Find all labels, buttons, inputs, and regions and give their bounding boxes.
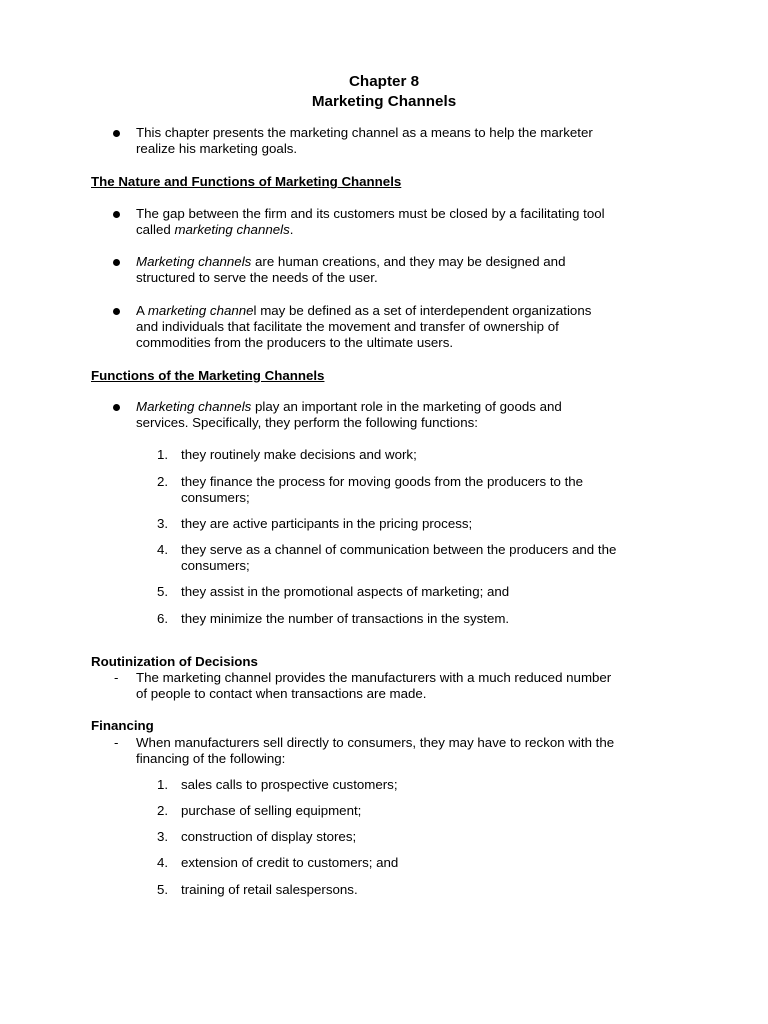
chapter-title: Marketing Channels bbox=[311, 93, 457, 110]
text-span: l may be defined as a set of interdependent organizations bbox=[253, 303, 592, 318]
list-number: 4. bbox=[157, 855, 169, 870]
italic-term: Marketing channels bbox=[136, 399, 252, 414]
text-span: A bbox=[136, 303, 148, 318]
text-span: play an important role in the marketing of goods and bbox=[251, 399, 562, 414]
list-number: 4. bbox=[157, 542, 169, 557]
bullet-icon bbox=[113, 259, 120, 266]
functions-bullet bbox=[136, 399, 696, 431]
function-item-1 bbox=[181, 447, 701, 463]
dash-marker: - bbox=[114, 735, 119, 750]
list-item-text: they minimize the number of transactions in the system. bbox=[181, 611, 510, 626]
nature-bullet-2-line-2: structured to serve the needs of the user. bbox=[136, 270, 378, 286]
list-item-text: they routinely make decisions and work; bbox=[181, 447, 417, 462]
text-span: are human creations, and they may be designed and bbox=[251, 254, 566, 269]
section-heading-nature-functions: The Nature and Functions of Marketing Channels bbox=[91, 174, 402, 189]
nature-bullet-1-line-1: The gap between the firm and its customers must be closed by a facilitating tool bbox=[136, 206, 605, 221]
list-item-text: they serve as a channel of communication between the producers and the bbox=[181, 542, 617, 557]
intro-line-2: realize his marketing goals. bbox=[136, 141, 298, 157]
list-number: 1. bbox=[157, 777, 169, 792]
bullet-icon bbox=[113, 211, 120, 218]
list-number: 2. bbox=[157, 803, 169, 818]
section-heading-routinization: Routinization of Decisions bbox=[91, 654, 258, 669]
nature-bullet-1 bbox=[136, 206, 696, 238]
function-item-4 bbox=[181, 542, 701, 574]
bullet-icon bbox=[113, 404, 120, 411]
list-item-text: they are active participants in the pricing process; bbox=[181, 516, 473, 531]
italic-term: marketing channels bbox=[174, 222, 290, 238]
financing-item-4: extension of credit to customers; and bbox=[181, 855, 399, 870]
intro-bullet-text bbox=[136, 125, 696, 157]
text-span: . bbox=[289, 222, 294, 238]
function-item-5 bbox=[181, 584, 701, 600]
routinization-line-2: of people to contact when transactions are made. bbox=[136, 686, 427, 702]
nature-bullet-1-line-2 bbox=[136, 222, 696, 238]
financing-item-2: purchase of selling equipment; bbox=[181, 803, 362, 818]
functions-bullet-line-1 bbox=[136, 399, 696, 415]
list-item-text: they finance the process for moving goods from the producers to the bbox=[181, 474, 584, 489]
function-item-3 bbox=[181, 516, 701, 532]
nature-bullet-3-line-2: and individuals that facilitate the movement and transfer of ownership of bbox=[136, 319, 559, 335]
dash-marker: - bbox=[114, 670, 119, 685]
list-number: 3. bbox=[157, 829, 169, 844]
chapter-number: Chapter 8 bbox=[348, 73, 420, 90]
financing-line-2: financing of the following: bbox=[136, 751, 286, 767]
list-number: 2. bbox=[157, 474, 169, 489]
financing-line-1: When manufacturers sell directly to consumers, they may have to reckon with the bbox=[136, 735, 615, 750]
functions-bullet-line-2: services. Specifically, they perform the following functions: bbox=[136, 415, 478, 431]
nature-bullet-3-line-3: commodities from the producers to the ultimate users. bbox=[136, 335, 454, 351]
financing-text bbox=[136, 735, 706, 767]
financing-item-5: training of retail salespersons. bbox=[181, 882, 358, 897]
italic-term: Marketing channels bbox=[136, 254, 252, 269]
financing-item-3: construction of display stores; bbox=[181, 829, 357, 844]
list-item-text: they assist in the promotional aspects of marketing; and bbox=[181, 584, 510, 599]
italic-term: marketing channe bbox=[147, 303, 254, 318]
intro-line-1: This chapter presents the marketing channel as a means to help the marketer bbox=[136, 125, 593, 140]
text-span: called bbox=[136, 222, 175, 238]
routinization-line-1: The marketing channel provides the manufacturers with a much reduced number bbox=[136, 670, 612, 685]
list-number: 5. bbox=[157, 882, 169, 897]
nature-bullet-2 bbox=[136, 254, 696, 286]
nature-bullet-2-line-1 bbox=[136, 254, 696, 270]
list-number: 5. bbox=[157, 584, 169, 599]
nature-bullet-3 bbox=[136, 303, 696, 352]
routinization-text bbox=[136, 670, 706, 702]
section-heading-financing: Financing bbox=[91, 718, 154, 733]
function-item-6 bbox=[181, 611, 701, 627]
list-number: 1. bbox=[157, 447, 169, 462]
function-item-2 bbox=[181, 474, 701, 506]
section-heading-functions: Functions of the Marketing Channels bbox=[91, 368, 325, 383]
nature-bullet-3-line-1 bbox=[136, 303, 696, 319]
list-number: 3. bbox=[157, 516, 169, 531]
financing-item-1: sales calls to prospective customers; bbox=[181, 777, 398, 792]
list-number: 6. bbox=[157, 611, 169, 626]
list-item-text: consumers; bbox=[181, 490, 250, 506]
bullet-icon bbox=[113, 130, 120, 137]
list-item-text: consumers; bbox=[181, 558, 250, 574]
bullet-icon bbox=[113, 308, 120, 315]
